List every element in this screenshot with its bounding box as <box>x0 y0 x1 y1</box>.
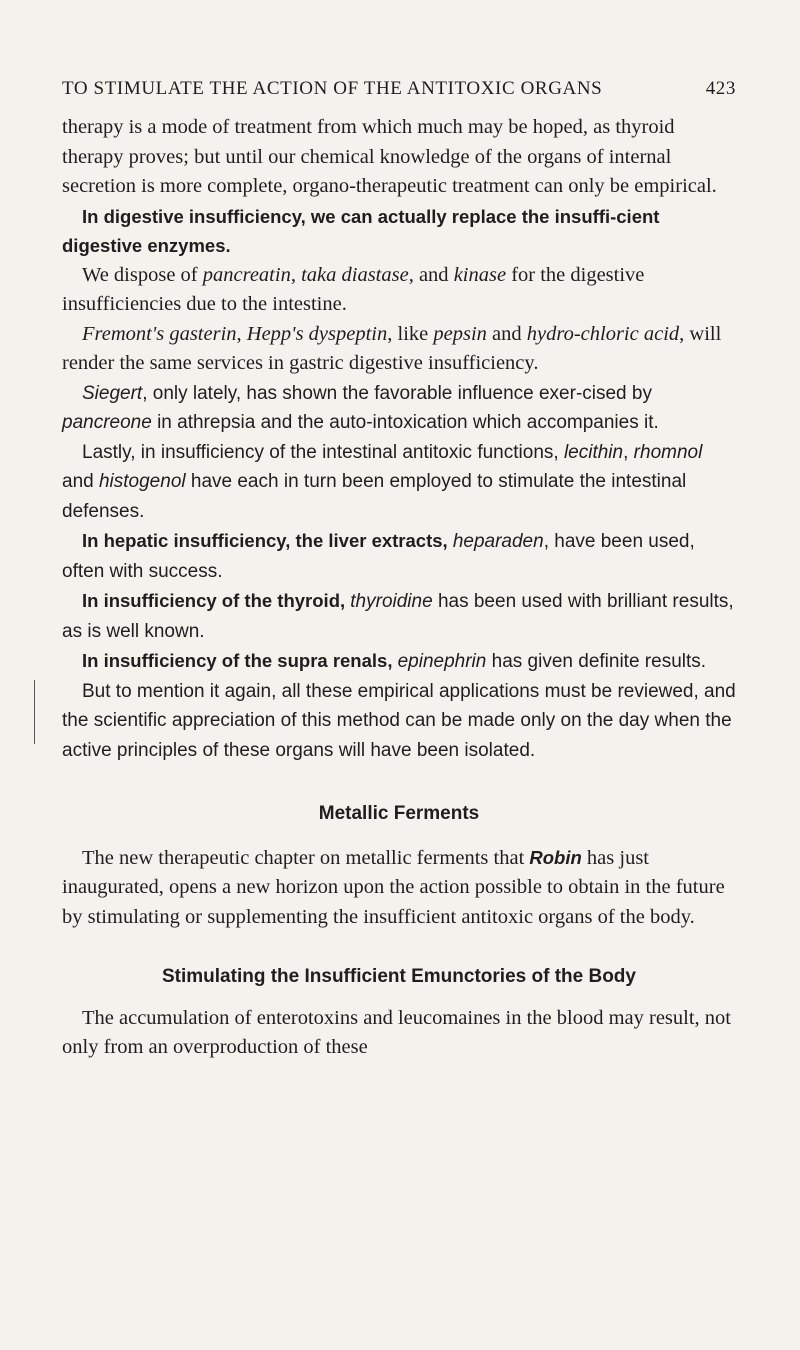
section-heading-emunctories: Stimulating the Insufficient Emunctories of the Body <box>162 966 636 987</box>
paragraph-7: In hepatic insufficiency, the liver extracts, heparaden, have been used, often with success. <box>62 530 695 582</box>
paragraph-9: In insufficiency of the supra renals, epinephrin has given definite results. <box>82 650 707 672</box>
paragraph-6: Lastly, in insufficiency of the intestinal antitoxic functions, lecithin, rhomnol and histogenol have each in turn been employed to stimulate the intestinal defenses. <box>62 441 703 522</box>
paragraph-11: The new therapeutic chapter on metallic ferments that Robin has just inaugurated, opens a new horizon upon the action possible to obtain in the future by stimulating or supplementing the insufficient antitoxic organs of the body. <box>62 846 725 928</box>
running-head <box>62 78 736 100</box>
section-heading-metallic-ferments: Metallic Ferments <box>318 803 480 824</box>
body-text <box>62 113 736 1063</box>
paragraph-2: In digestive insufficiency, we can actually replace the insuffi-cient digestive enzymes. <box>62 205 660 256</box>
paragraph-10: But to mention it again, all these empirical applications must be reviewed, and the scientific appreciation of this method can be made only on the day when the active principles of these organs will have been isolated. <box>62 680 736 761</box>
paragraph-5: Siegert, only lately, has shown the favorable influence exer-cised by pancreone in athrepsia and the auto-intoxication which accompanies it. <box>62 382 659 433</box>
paragraph-4: Fremont's gasterin, Hepp's dyspeptin, like pepsin and hydro-chloric acid, will render the same services in gastric digestive insufficiency. <box>62 322 722 374</box>
page-number: 423 <box>705 78 736 99</box>
paragraph-12: The accumulation of enterotoxins and leucomaines in the blood may result, not only from an overproduction of these <box>62 1006 731 1058</box>
margin-mark <box>34 680 35 744</box>
running-title: TO STIMULATE THE ACTION OF THE ANTITOXIC ORGANS <box>62 78 603 99</box>
paragraph-1: therapy is a mode of treatment from which much may be hoped, as thyroid therapy proves; but until our chemical knowledge of the organs of internal secretion is more complete, organo-therapeutic treatment can only be empirical. <box>62 116 717 197</box>
paragraph-8: In insufficiency of the thyroid, thyroidine has been used with brilliant results, as is well known. <box>62 590 734 642</box>
paragraph-3: We dispose of pancreatin, taka diastase, and kinase for the digestive insufficiencies due to the intestine. <box>62 263 645 315</box>
